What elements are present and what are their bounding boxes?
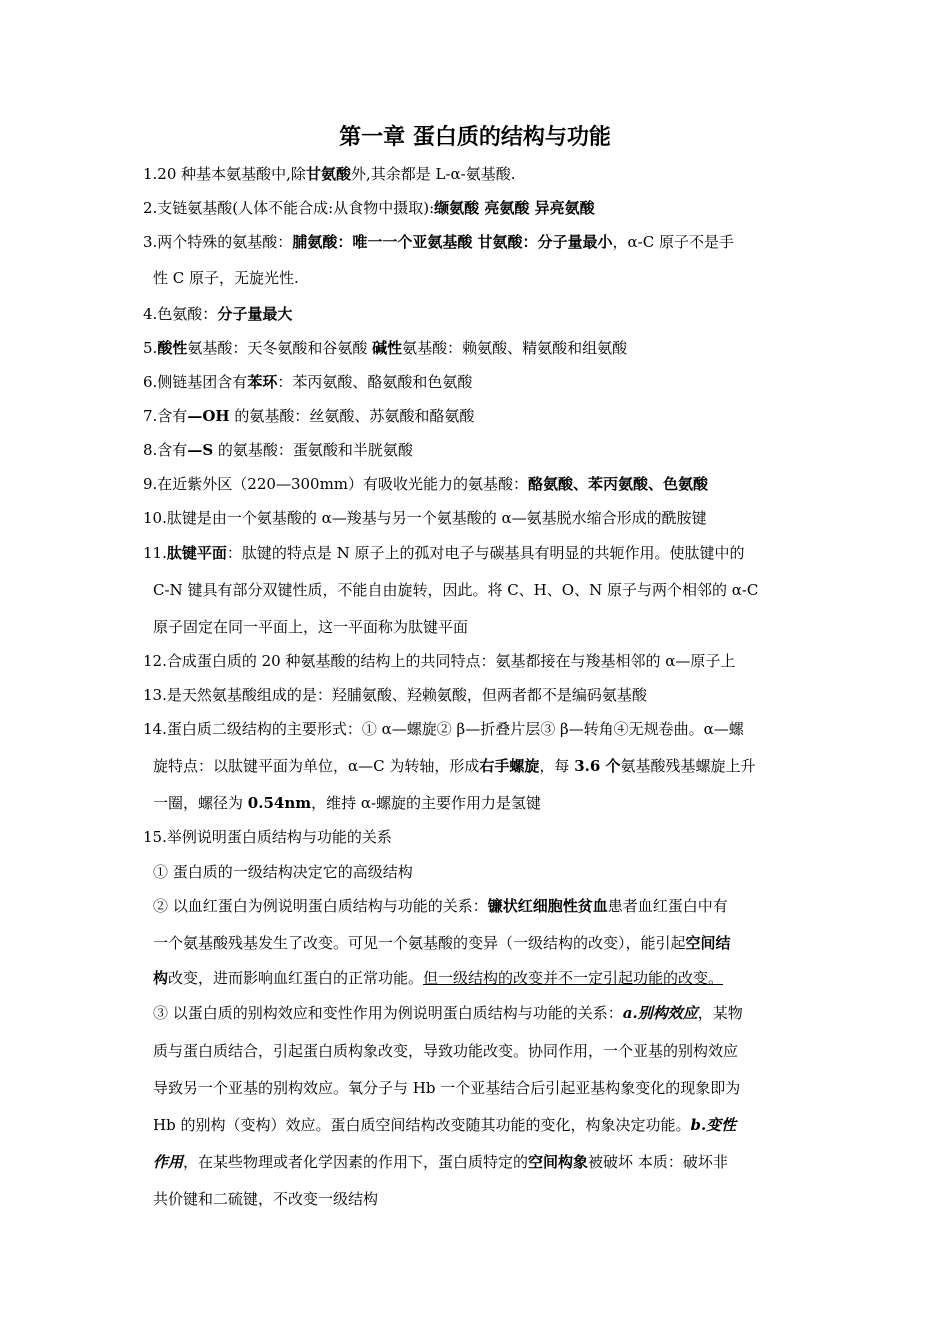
item-2: 2.支链氨基酸(人体不能合成:从食物中摄取):缬氨酸 亮氨酸 异亮氨酸 bbox=[143, 199, 595, 217]
item-12: 12.合成蛋白质的 20 种氨基酸的结构上的共同特点：氨基都接在与羧基相邻的 α—原子上 bbox=[143, 652, 736, 670]
item-1: 1.20 种基本氨基酸中,除甘氨酸外,其余都是 L-α-氨基酸. bbox=[143, 165, 516, 183]
item-4: 4.色氨酸：分子量最大 bbox=[143, 305, 293, 323]
item-11-cont-1: C-N 键具有部分双键性质，不能自由旋转，因此。将 C、H、O、N 原子与两个相邻的 α-C bbox=[153, 581, 759, 599]
item-14: 14.蛋白质二级结构的主要形式：① α—螺旋② β—折叠片层③ β—转角④无规卷曲。α—螺 bbox=[143, 720, 744, 738]
sub-item-1: ① 蛋白质的一级结构决定它的高级结构 bbox=[153, 863, 413, 881]
item-10: 10.肽键是由一个氨基酸的 α—羧基与另一个氨基酸的 α—氨基脱水缩合形成的酰胺键 bbox=[143, 509, 707, 527]
item-11: 11.肽键平面：肽键的特点是 N 原子上的孤对电子与碳基具有明显的共轭作用。使肽键中的 bbox=[143, 544, 745, 562]
item-14-cont-1: 旋特点：以肽键平面为单位，α—C 为转轴，形成右手螺旋，每 3.6 个氨基酸残基螺旋上升 bbox=[153, 757, 756, 775]
sub-item-3: ③ 以蛋白质的别构效应和变性作用为例说明蛋白质结构与功能的关系：a.别构效应，某物 bbox=[153, 1004, 743, 1022]
sub-item-3-cont-4: 作用，在某些物理或者化学因素的作用下，蛋白质特定的空间构象被破坏 本质：破坏非 bbox=[153, 1153, 728, 1171]
item-13: 13.是天然氨基酸组成的是：羟脯氨酸、羟赖氨酸，但两者都不是编码氨基酸 bbox=[143, 686, 647, 704]
sub-item-2: ② 以血红蛋白为例说明蛋白质结构与功能的关系：镰状红细胞性贫血患者血红蛋白中有 bbox=[153, 897, 728, 915]
sub-item-2-cont-2: 构改变，进而影响血红蛋白的正常功能。但一级结构的改变并不一定引起功能的改变。 bbox=[153, 969, 724, 987]
sub-item-3-cont-3: Hb 的别构（变构）效应。蛋白质空间结构改变随其功能的变化，构象决定功能。b.变性 bbox=[153, 1116, 737, 1134]
item-8: 8.含有—S 的氨基酸：蛋氨酸和半胱氨酸 bbox=[143, 441, 413, 459]
item-3: 3.两个特殊的氨基酸：脯氨酸：唯一一个亚氨基酸 甘氨酸：分子量最小，α-C 原子不是手 bbox=[143, 233, 734, 251]
item-3-cont: 性 C 原子，无旋光性. bbox=[153, 269, 299, 287]
sub-item-2-cont-1: 一个氨基酸残基发生了改变。可见一个氨基酸的变异（一级结构的改变），能引起空间结 bbox=[153, 934, 731, 952]
item-7: 7.含有—OH 的氨基酸：丝氨酸、苏氨酸和酪氨酸 bbox=[143, 407, 475, 425]
sub-item-3-cont-1: 质与蛋白质结合，引起蛋白质构象改变，导致功能改变。协同作用，一个亚基的别构效应 bbox=[153, 1042, 739, 1060]
item-6: 6.侧链基团含有苯环：苯丙氨酸、酪氨酸和色氨酸 bbox=[143, 373, 473, 391]
item-14-cont-2: 一圈，螺径为 0.54nm，维持 α-螺旋的主要作用力是氢键 bbox=[153, 794, 542, 812]
chapter-title: 第一章 蛋白质的结构与功能 bbox=[339, 125, 611, 150]
sub-item-3-cont-5: 共价键和二硫键，不改变一级结构 bbox=[153, 1190, 379, 1208]
item-15: 15.举例说明蛋白质结构与功能的关系 bbox=[143, 828, 392, 846]
item-11-cont-2: 原子固定在同一平面上，这一平面称为肽键平面 bbox=[153, 618, 469, 636]
item-9: 9.在近紫外区（220—300mm）有吸收光能力的氨基酸：酪氨酸、苯丙氨酸、色氨酸 bbox=[143, 475, 709, 493]
item-5: 5.酸性氨基酸：天冬氨酸和谷氨酸 碱性氨基酸：赖氨酸、精氨酸和组氨酸 bbox=[143, 339, 628, 357]
sub-item-3-cont-2: 导致另一个亚基的别构效应。氧分子与 Hb 一个亚基结合后引起亚基构象变化的现象即为 bbox=[153, 1079, 741, 1097]
